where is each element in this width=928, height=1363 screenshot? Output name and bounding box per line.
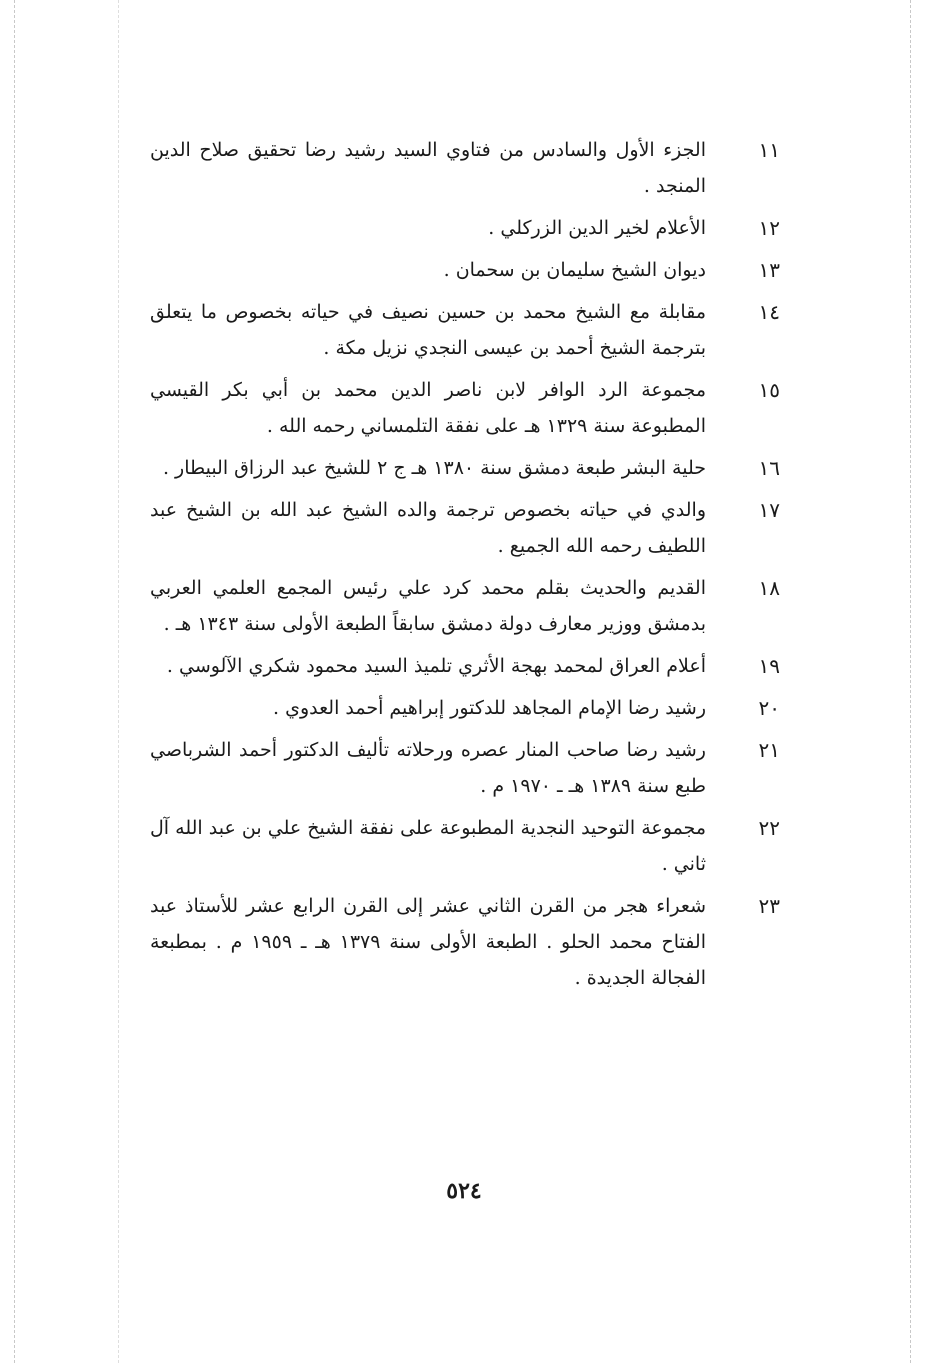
scan-edge-right [910, 0, 911, 1363]
scan-edge-left [14, 0, 15, 1363]
entry-number: ١٧ [758, 498, 780, 522]
bibliography-entry [150, 732, 790, 804]
entry-text: مجموعة التوحيد النجدية المطبوعة على نفقة الشيخ علي بن عبد الله آل ثاني . [150, 817, 706, 875]
bibliography-entry [150, 210, 790, 246]
entry-number: ١٥ [758, 378, 780, 402]
entry-text: مقابلة مع الشيخ محمد بن حسين نصيف في حياته بخصوص ما يتعلق بترجمة الشيخ أحمد بن عيسى النجدي نزيل مكة . [150, 301, 706, 359]
entry-number: ١٤ [758, 300, 780, 324]
bibliography-entry [150, 372, 790, 444]
bibliography-entry [150, 294, 790, 366]
entry-text: القديم والحديث بقلم محمد كرد علي رئيس المجمع العلمي العربي بدمشق ووزير معارف دولة دمشق سابقاً الطبعة الأولى سنة ١٣٤٣ هـ . [150, 577, 706, 635]
scan-edge-mid [118, 0, 119, 1363]
entry-number: ١١ [758, 138, 780, 162]
bibliography-entry [150, 810, 790, 882]
entry-text: حلية البشر طبعة دمشق سنة ١٣٨٠ هـ ج ٢ للشيخ عبد الرزاق البيطار . [162, 457, 706, 479]
entry-text: أعلام العراق لمحمد بهجة الأثري تلميذ السيد محمود شكري الآلوسي . [166, 655, 706, 677]
entry-number: ١٩ [758, 654, 780, 678]
entry-text: ديوان الشيخ سليمان بن سحمان . [443, 259, 706, 281]
entry-number: ٢١ [758, 738, 780, 762]
entry-number: ٢٣ [758, 894, 780, 918]
entry-text: رشيد رضا صاحب المنار عصره ورحلاته تأليف الدكتور أحمد الشرباصي طبع سنة ١٣٨٩ هـ ـ ١٩٧٠ م . [150, 739, 706, 797]
bibliography-list [150, 132, 790, 1002]
entry-text: رشيد رضا الإمام المجاهد للدكتور إبراهيم أحمد العدوي . [273, 697, 706, 719]
entry-text: شعراء هجر من القرن الثاني عشر إلى القرن الرابع عشر للأستاذ عبد الفتاح محمد الحلو . الطبعة الأولى سنة ١٣٧٩ هـ ـ ١٩٥٩ م . بمطبعة الفجالة الجديدة . [150, 895, 706, 989]
page-number: ٥٢٤ [446, 1178, 482, 1204]
entry-text: والدي في حياته بخصوص ترجمة والده الشيخ عبد الله بن الشيخ عبد اللطيف رحمه الله الجميع . [150, 499, 706, 557]
bibliography-entry [150, 888, 790, 996]
entry-number: ١٦ [758, 456, 780, 480]
entry-number: ١٣ [758, 258, 780, 282]
entry-text: الجزء الأول والسادس من فتاوي السيد رشيد رضا تحقيق صلاح الدين المنجد . [150, 139, 706, 197]
entry-number: ٢٢ [758, 816, 780, 840]
bibliography-entry [150, 252, 790, 288]
bibliography-entry [150, 450, 790, 486]
bibliography-entry [150, 570, 790, 642]
entry-number: ١٢ [758, 216, 780, 240]
entry-text: الأعلام لخير الدين الزركلي . [488, 217, 706, 239]
bibliography-entry [150, 690, 790, 726]
bibliography-entry [150, 492, 790, 564]
bibliography-entry [150, 132, 790, 204]
entry-number: ٢٠ [758, 696, 780, 720]
entry-text: مجموعة الرد الوافر لابن ناصر الدين محمد بن أبي بكر القيسي المطبوعة سنة ١٣٢٩ هـ على نفقة التلمساني رحمه الله . [150, 379, 706, 437]
entry-number: ١٨ [758, 576, 780, 600]
bibliography-entry [150, 648, 790, 684]
